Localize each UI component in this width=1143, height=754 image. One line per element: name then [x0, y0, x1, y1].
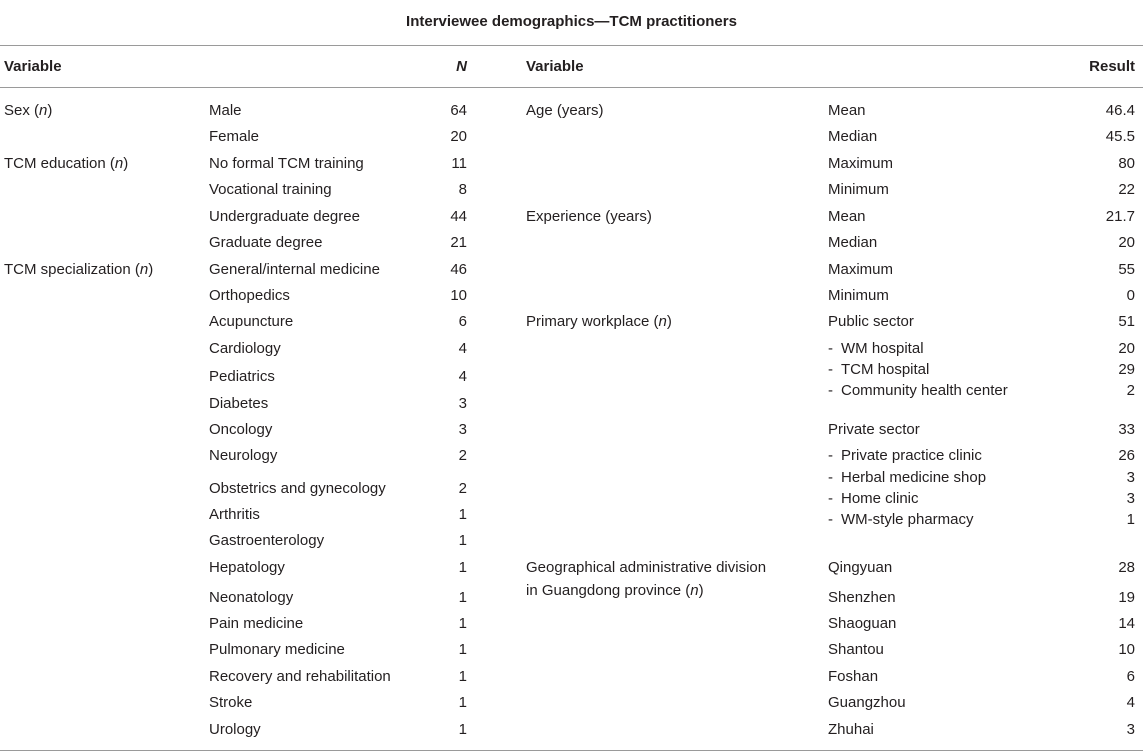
right-row-value: 26: [1118, 447, 1135, 464]
right-row-label: Qingyuan: [828, 559, 893, 576]
left-row-value: 1: [458, 559, 467, 576]
left-row-value: 6: [458, 313, 467, 330]
left-row-value: 1: [458, 506, 467, 523]
right-sub-row-label: - Home clinic: [828, 490, 919, 507]
header-variable-left: Variable: [4, 58, 62, 75]
right-sub-row-label: - WM-style pharmacy: [828, 511, 974, 528]
left-row-value: 21: [450, 234, 467, 251]
right-row-value: 80: [1118, 155, 1135, 172]
left-row-value: 2: [458, 447, 467, 464]
right-row-label: Foshan: [828, 668, 879, 685]
right-row-label: Shaoguan: [828, 615, 897, 632]
right-row-value: 20: [1118, 234, 1135, 251]
left-row-value: 1: [458, 532, 467, 549]
right-row-value: 6: [1126, 668, 1135, 685]
right-row-label: Private sector: [828, 421, 920, 438]
left-row-value: 1: [458, 641, 467, 658]
right-row-value: 10: [1118, 641, 1135, 658]
right-row-value: 14: [1118, 615, 1135, 632]
group-label-sex: Sex (n): [4, 102, 53, 119]
left-row-label: Arthritis: [209, 506, 260, 523]
header-n: N: [456, 58, 467, 75]
left-row-value: 20: [450, 128, 467, 145]
right-row-value: 20: [1118, 340, 1135, 357]
left-row-label: Cardiology: [209, 340, 281, 357]
right-row-value: 55: [1118, 261, 1135, 278]
right-row-value: 21.7: [1105, 208, 1135, 225]
right-sub-row-label: - Community health center: [828, 382, 1008, 399]
top-rule: [0, 45, 1143, 46]
right-row-value: 2: [1126, 382, 1135, 399]
right-row-label: Minimum: [828, 287, 889, 304]
right-row-label: Zhuhai: [828, 721, 874, 738]
left-row-label: Vocational training: [209, 181, 332, 198]
left-row-label: General/internal medicine: [209, 261, 380, 278]
left-row-label: Oncology: [209, 421, 273, 438]
right-row-label: Shantou: [828, 641, 884, 658]
left-row-value: 1: [458, 668, 467, 685]
left-row-label: Urology: [209, 721, 261, 738]
left-row-label: Graduate degree: [209, 234, 323, 251]
left-row-value: 2: [458, 480, 467, 497]
right-sub-row-label: - TCM hospital: [828, 361, 930, 378]
left-row-value: 11: [451, 155, 467, 172]
left-row-value: 4: [458, 368, 467, 385]
right-row-label: Median: [828, 234, 878, 251]
right-row-value: 19: [1118, 589, 1135, 606]
left-row-value: 3: [458, 421, 467, 438]
right-row-label: Shenzhen: [828, 589, 896, 606]
group-label-specialization: TCM specialization (n): [4, 261, 154, 278]
left-row-value: 3: [458, 395, 467, 412]
right-row-value: 3: [1126, 490, 1135, 507]
right-row-value: 29: [1118, 361, 1135, 378]
header-result: Result: [1089, 58, 1135, 75]
right-row-label: Mean: [828, 208, 866, 225]
right-row-label: Maximum: [828, 261, 894, 278]
left-row-label: Pediatrics: [209, 368, 275, 385]
right-row-value: 33: [1118, 421, 1135, 438]
right-row-value: 46.4: [1105, 102, 1135, 119]
right-row-label: Minimum: [828, 181, 889, 198]
left-row-label: Obstetrics and gynecology: [209, 480, 386, 497]
left-row-value: 44: [450, 208, 467, 225]
group-label-workplace: Primary workplace (n): [526, 313, 672, 330]
group-label-geo-line1: Geographical administrative division: [526, 559, 767, 576]
right-row-value: 3: [1126, 469, 1135, 486]
right-row-value: 1: [1126, 511, 1135, 528]
right-sub-row-label: - Herbal medicine shop: [828, 469, 987, 486]
right-sub-row-label: - Private practice clinic: [828, 447, 982, 464]
left-row-value: 4: [458, 340, 467, 357]
right-row-label: Mean: [828, 102, 866, 119]
group-label-experience: Experience (years): [526, 208, 652, 225]
left-row-label: Neonatology: [209, 589, 294, 606]
left-row-label: No formal TCM training: [209, 155, 364, 172]
group-label-geo-line2: in Guangdong province (n): [526, 582, 704, 599]
group-label-age: Age (years): [526, 102, 604, 119]
left-row-label: Stroke: [209, 694, 253, 711]
right-row-label: Median: [828, 128, 878, 145]
left-row-value: 1: [458, 694, 467, 711]
left-row-label: Hepatology: [209, 559, 285, 576]
left-row-label: Orthopedics: [209, 287, 290, 304]
right-row-value: 4: [1126, 694, 1135, 711]
left-row-label: Gastroenterology: [209, 532, 325, 549]
left-row-label: Male: [209, 102, 242, 119]
table-caption: Interviewee demographics—TCM practitioners: [406, 13, 737, 30]
left-row-label: Pulmonary medicine: [209, 641, 345, 658]
left-row-value: 8: [458, 181, 467, 198]
left-row-value: 64: [450, 102, 467, 119]
left-row-label: Acupuncture: [209, 313, 294, 330]
left-row-label: Female: [209, 128, 260, 145]
right-row-value: 45.5: [1105, 128, 1135, 145]
right-row-value: 51: [1118, 313, 1135, 330]
left-row-value: 1: [458, 615, 467, 632]
left-row-label: Undergraduate degree: [209, 208, 360, 225]
right-row-value: 3: [1126, 721, 1135, 738]
header-rule: [0, 87, 1143, 88]
right-row-label: Maximum: [828, 155, 894, 172]
header-variable-right: Variable: [526, 58, 584, 75]
right-row-value: 28: [1118, 559, 1135, 576]
left-row-label: Diabetes: [209, 395, 269, 412]
right-row-value: 0: [1126, 287, 1135, 304]
left-row-label: Pain medicine: [209, 615, 304, 632]
left-row-value: 1: [458, 721, 467, 738]
group-label-education: TCM education (n): [4, 155, 129, 172]
left-row-value: 1: [458, 589, 467, 606]
left-row-label: Neurology: [209, 447, 278, 464]
right-row-label: Public sector: [828, 313, 914, 330]
left-row-label: Recovery and rehabilitation: [209, 668, 391, 685]
right-row-value: 22: [1118, 181, 1135, 198]
bottom-rule: [0, 750, 1143, 751]
right-sub-row-label: - WM hospital: [828, 340, 924, 357]
left-row-value: 10: [450, 287, 467, 304]
left-row-value: 46: [450, 261, 467, 278]
right-row-label: Guangzhou: [828, 694, 906, 711]
